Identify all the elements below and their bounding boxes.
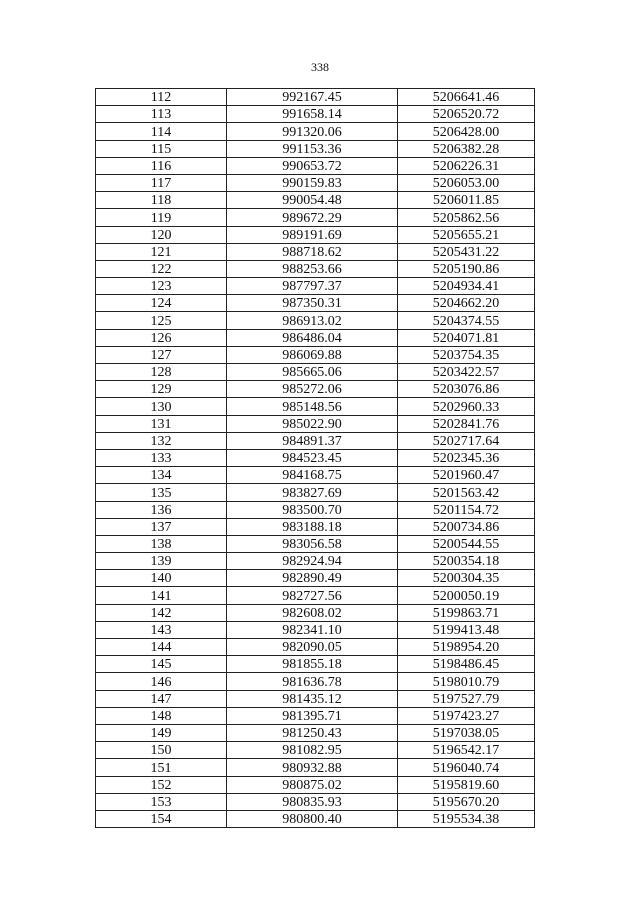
table-row: [96, 673, 535, 690]
table-row: [96, 484, 535, 501]
x-coordinate-cell: 987797.37: [227, 278, 398, 295]
point-number-cell: 137: [96, 518, 227, 535]
y-coordinate-cell: 5195819.60: [398, 776, 535, 793]
table-row: [96, 707, 535, 724]
table-row: [96, 329, 535, 346]
y-coordinate-cell: 5204374.55: [398, 312, 535, 329]
x-coordinate-cell: 980932.88: [227, 759, 398, 776]
point-number-cell: 153: [96, 793, 227, 810]
point-number-cell: 114: [96, 123, 227, 140]
point-number-cell: 143: [96, 621, 227, 638]
x-coordinate-cell: 980800.40: [227, 810, 398, 827]
y-coordinate-cell: 5205190.86: [398, 260, 535, 277]
point-number-cell: 125: [96, 312, 227, 329]
x-coordinate-cell: 984168.75: [227, 467, 398, 484]
y-coordinate-cell: 5205431.22: [398, 243, 535, 260]
y-coordinate-cell: 5196542.17: [398, 742, 535, 759]
point-number-cell: 120: [96, 226, 227, 243]
y-coordinate-cell: 5202960.33: [398, 398, 535, 415]
x-coordinate-cell: 991320.06: [227, 123, 398, 140]
table-row: [96, 278, 535, 295]
coordinates-table-body: [96, 89, 535, 828]
table-row: [96, 604, 535, 621]
table-row: [96, 226, 535, 243]
x-coordinate-cell: 982090.05: [227, 639, 398, 656]
point-number-cell: 112: [96, 89, 227, 106]
point-number-cell: 126: [96, 329, 227, 346]
table-row: [96, 381, 535, 398]
y-coordinate-cell: 5200544.55: [398, 535, 535, 552]
point-number-cell: 118: [96, 192, 227, 209]
table-row: [96, 724, 535, 741]
x-coordinate-cell: 982890.49: [227, 570, 398, 587]
point-number-cell: 145: [96, 656, 227, 673]
table-row: [96, 174, 535, 191]
y-coordinate-cell: 5196040.74: [398, 759, 535, 776]
y-coordinate-cell: 5202841.76: [398, 415, 535, 432]
point-number-cell: 133: [96, 449, 227, 466]
table-row: [96, 467, 535, 484]
y-coordinate-cell: 5204662.20: [398, 295, 535, 312]
point-number-cell: 152: [96, 776, 227, 793]
y-coordinate-cell: 5202345.36: [398, 449, 535, 466]
y-coordinate-cell: 5206428.00: [398, 123, 535, 140]
y-coordinate-cell: 5195534.38: [398, 810, 535, 827]
x-coordinate-cell: 986913.02: [227, 312, 398, 329]
y-coordinate-cell: 5203076.86: [398, 381, 535, 398]
x-coordinate-cell: 980835.93: [227, 793, 398, 810]
y-coordinate-cell: 5204071.81: [398, 329, 535, 346]
y-coordinate-cell: 5205862.56: [398, 209, 535, 226]
point-number-cell: 115: [96, 140, 227, 157]
y-coordinate-cell: 5197527.79: [398, 690, 535, 707]
point-number-cell: 122: [96, 260, 227, 277]
point-number-cell: 116: [96, 157, 227, 174]
table-row: [96, 398, 535, 415]
table-row: [96, 793, 535, 810]
table-row: [96, 535, 535, 552]
x-coordinate-cell: 990054.48: [227, 192, 398, 209]
y-coordinate-cell: 5202717.64: [398, 432, 535, 449]
point-number-cell: 123: [96, 278, 227, 295]
table-row: [96, 656, 535, 673]
table-row: [96, 776, 535, 793]
point-number-cell: 113: [96, 106, 227, 123]
point-number-cell: 128: [96, 364, 227, 381]
x-coordinate-cell: 985665.06: [227, 364, 398, 381]
x-coordinate-cell: 990653.72: [227, 157, 398, 174]
y-coordinate-cell: 5201563.42: [398, 484, 535, 501]
x-coordinate-cell: 981855.18: [227, 656, 398, 673]
y-coordinate-cell: 5201154.72: [398, 501, 535, 518]
x-coordinate-cell: 981435.12: [227, 690, 398, 707]
y-coordinate-cell: 5206226.31: [398, 157, 535, 174]
y-coordinate-cell: 5200304.35: [398, 570, 535, 587]
y-coordinate-cell: 5206520.72: [398, 106, 535, 123]
x-coordinate-cell: 988718.62: [227, 243, 398, 260]
point-number-cell: 131: [96, 415, 227, 432]
table-row: [96, 742, 535, 759]
point-number-cell: 135: [96, 484, 227, 501]
table-row: [96, 295, 535, 312]
y-coordinate-cell: 5206053.00: [398, 174, 535, 191]
coordinates-table: [95, 88, 535, 828]
point-number-cell: 129: [96, 381, 227, 398]
table-row: [96, 415, 535, 432]
x-coordinate-cell: 983827.69: [227, 484, 398, 501]
table-row: [96, 639, 535, 656]
table-row: [96, 759, 535, 776]
x-coordinate-cell: 992167.45: [227, 89, 398, 106]
table-row: [96, 364, 535, 381]
table-row: [96, 346, 535, 363]
y-coordinate-cell: 5199413.48: [398, 621, 535, 638]
point-number-cell: 140: [96, 570, 227, 587]
table-row: [96, 192, 535, 209]
table-row: [96, 518, 535, 535]
table-row: [96, 209, 535, 226]
x-coordinate-cell: 987350.31: [227, 295, 398, 312]
y-coordinate-cell: 5206382.28: [398, 140, 535, 157]
point-number-cell: 139: [96, 553, 227, 570]
x-coordinate-cell: 982727.56: [227, 587, 398, 604]
y-coordinate-cell: 5200354.18: [398, 553, 535, 570]
y-coordinate-cell: 5198486.45: [398, 656, 535, 673]
x-coordinate-cell: 981395.71: [227, 707, 398, 724]
table-row: [96, 621, 535, 638]
table-row: [96, 690, 535, 707]
point-number-cell: 130: [96, 398, 227, 415]
table-row: [96, 260, 535, 277]
x-coordinate-cell: 985272.06: [227, 381, 398, 398]
x-coordinate-cell: 984523.45: [227, 449, 398, 466]
point-number-cell: 149: [96, 724, 227, 741]
page-number: 338: [311, 60, 329, 74]
point-number-cell: 119: [96, 209, 227, 226]
y-coordinate-cell: 5205655.21: [398, 226, 535, 243]
table-row: [96, 810, 535, 827]
x-coordinate-cell: 991658.14: [227, 106, 398, 123]
y-coordinate-cell: 5203422.57: [398, 364, 535, 381]
x-coordinate-cell: 988253.66: [227, 260, 398, 277]
table-row: [96, 123, 535, 140]
point-number-cell: 148: [96, 707, 227, 724]
y-coordinate-cell: 5200734.86: [398, 518, 535, 535]
table-row: [96, 140, 535, 157]
point-number-cell: 124: [96, 295, 227, 312]
y-coordinate-cell: 5198954.20: [398, 639, 535, 656]
x-coordinate-cell: 982608.02: [227, 604, 398, 621]
table-row: [96, 432, 535, 449]
table-row: [96, 570, 535, 587]
table-row: [96, 157, 535, 174]
table-row: [96, 587, 535, 604]
x-coordinate-cell: 986486.04: [227, 329, 398, 346]
y-coordinate-cell: 5206641.46: [398, 89, 535, 106]
point-number-cell: 136: [96, 501, 227, 518]
point-number-cell: 146: [96, 673, 227, 690]
table-row: [96, 89, 535, 106]
point-number-cell: 154: [96, 810, 227, 827]
y-coordinate-cell: 5197423.27: [398, 707, 535, 724]
x-coordinate-cell: 981636.78: [227, 673, 398, 690]
point-number-cell: 150: [96, 742, 227, 759]
x-coordinate-cell: 983188.18: [227, 518, 398, 535]
table-row: [96, 106, 535, 123]
table-row: [96, 312, 535, 329]
y-coordinate-cell: 5201960.47: [398, 467, 535, 484]
x-coordinate-cell: 983500.70: [227, 501, 398, 518]
point-number-cell: 134: [96, 467, 227, 484]
x-coordinate-cell: 986069.88: [227, 346, 398, 363]
x-coordinate-cell: 983056.58: [227, 535, 398, 552]
y-coordinate-cell: 5197038.05: [398, 724, 535, 741]
x-coordinate-cell: 982341.10: [227, 621, 398, 638]
point-number-cell: 138: [96, 535, 227, 552]
x-coordinate-cell: 980875.02: [227, 776, 398, 793]
y-coordinate-cell: 5206011.85: [398, 192, 535, 209]
y-coordinate-cell: 5195670.20: [398, 793, 535, 810]
x-coordinate-cell: 989672.29: [227, 209, 398, 226]
point-number-cell: 141: [96, 587, 227, 604]
table-row: [96, 243, 535, 260]
table-row: [96, 449, 535, 466]
x-coordinate-cell: 981082.95: [227, 742, 398, 759]
point-number-cell: 127: [96, 346, 227, 363]
x-coordinate-cell: 991153.36: [227, 140, 398, 157]
y-coordinate-cell: 5204934.41: [398, 278, 535, 295]
point-number-cell: 151: [96, 759, 227, 776]
table-row: [96, 553, 535, 570]
point-number-cell: 147: [96, 690, 227, 707]
x-coordinate-cell: 989191.69: [227, 226, 398, 243]
y-coordinate-cell: 5200050.19: [398, 587, 535, 604]
table-row: [96, 501, 535, 518]
x-coordinate-cell: 985148.56: [227, 398, 398, 415]
point-number-cell: 132: [96, 432, 227, 449]
x-coordinate-cell: 982924.94: [227, 553, 398, 570]
x-coordinate-cell: 985022.90: [227, 415, 398, 432]
x-coordinate-cell: 981250.43: [227, 724, 398, 741]
y-coordinate-cell: 5198010.79: [398, 673, 535, 690]
point-number-cell: 117: [96, 174, 227, 191]
point-number-cell: 121: [96, 243, 227, 260]
point-number-cell: 144: [96, 639, 227, 656]
x-coordinate-cell: 990159.83: [227, 174, 398, 191]
x-coordinate-cell: 984891.37: [227, 432, 398, 449]
y-coordinate-cell: 5199863.71: [398, 604, 535, 621]
y-coordinate-cell: 5203754.35: [398, 346, 535, 363]
point-number-cell: 142: [96, 604, 227, 621]
